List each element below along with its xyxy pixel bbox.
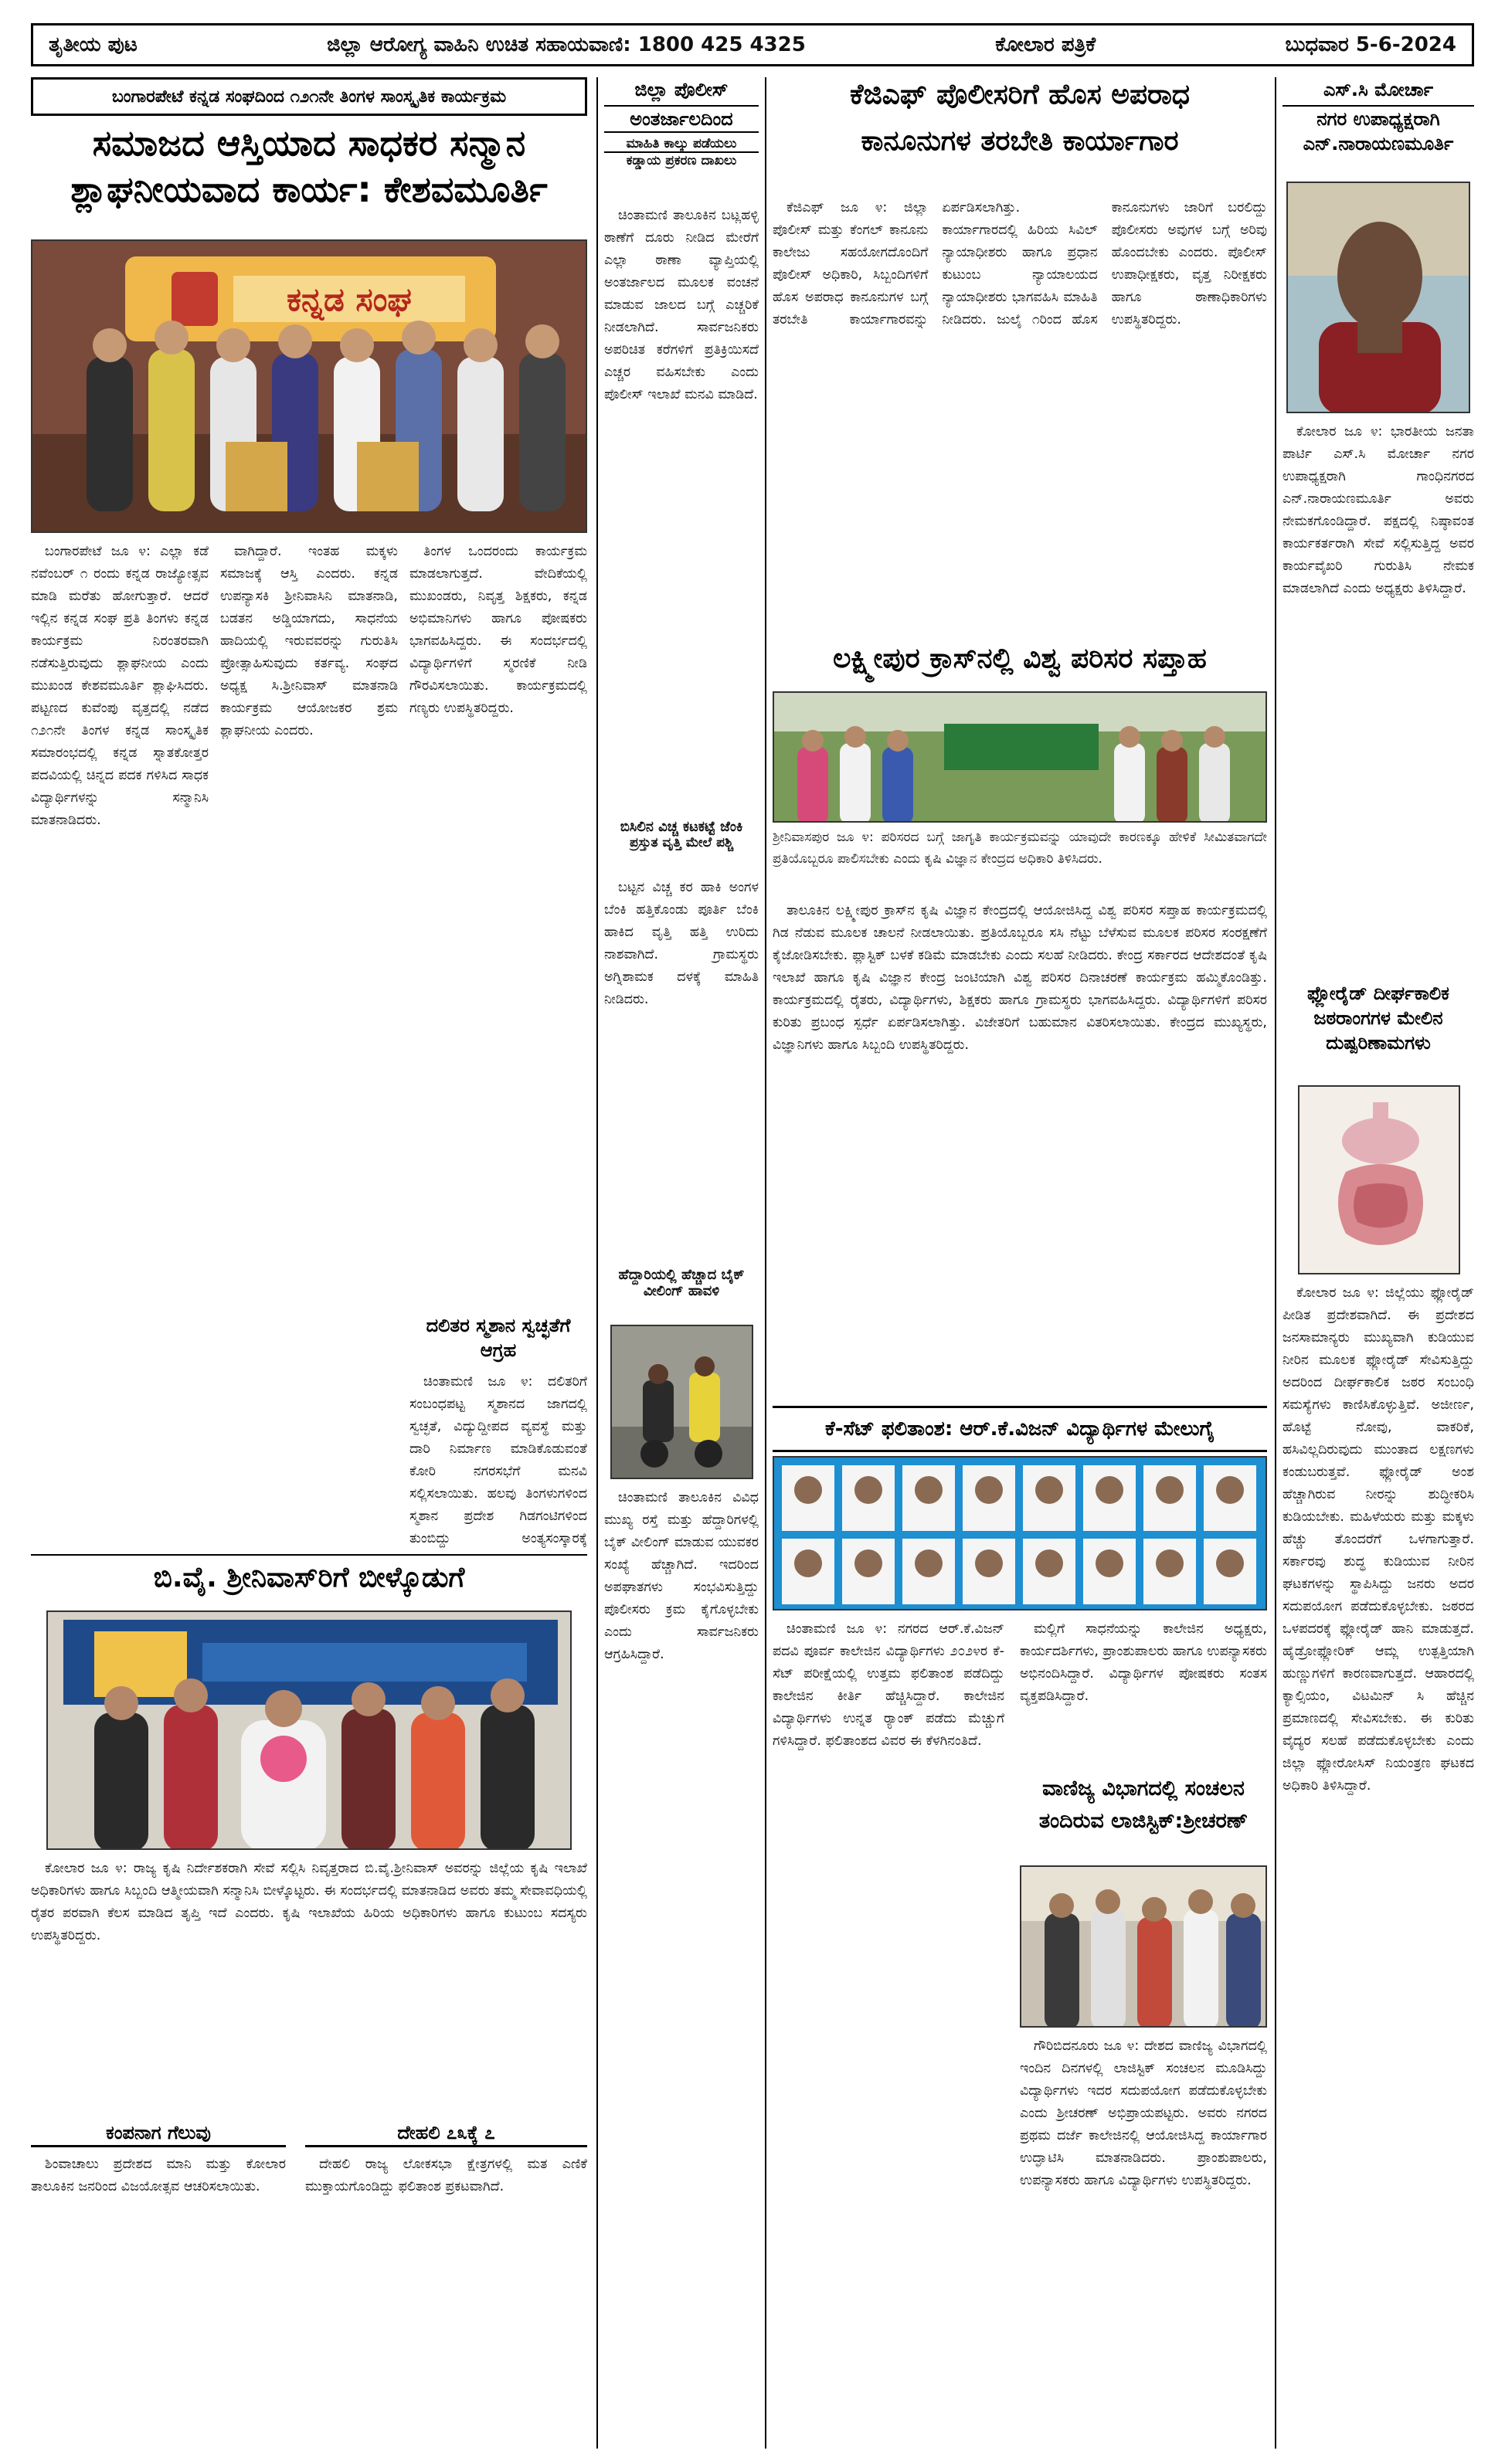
brief2-headline: ದೇಹಲಿ ೭೩ಕ್ಕೆ ೭ bbox=[305, 2120, 587, 2147]
brief3-text: ಬಟ್ಟನ ವಿಚ್ಚ ಕರ ಹಾಕಿ ಅಂಗಳ ಬೆಂಕಿ ಹತ್ತಿಕೊಂಡು ಪೂರ್ತಿ ಬೆಂಕಿ ಹಾಕಿದ ವೃತ್ತಿ ಹತ್ತಿ ಉರಿದು ನಾಶವಾಗಿದೆ. ಗ್ರಾಮಸ್ಥರು ಅಗ್ನಿಶಾಮಕ ದಳಕ್ಕೆ ಮಾಹಿತಿ ನೀಡಿದರು. bbox=[604, 880, 759, 1007]
page-label: ತೃತೀಯ ಪುಟ bbox=[49, 32, 138, 56]
story10-photo-art bbox=[1299, 1087, 1460, 1274]
story1-banner-text: ಕನ್ನಡ ಸಂಘ bbox=[287, 280, 412, 318]
story10-headline-1: ಫ್ಲೋರೈಡ್ ದೀರ್ಘಕಾಲಿಕ bbox=[1307, 983, 1449, 1004]
story2-text: ಕೋಲಾರ ಜೂ ೪: ರಾಜ್ಯ ಕೃಷಿ ನಿರ್ದೇಶಕರಾಗಿ ಸೇವೆ ಸಲ್ಲಿಸಿ ನಿವೃತ್ತರಾದ ಬಿ.ವೈ.ಶ್ರೀನಿವಾಸ್ ಅವರನ್ನು ಜಿಲ್ಲೆಯ ಕೃಷಿ ಇಲಾಖೆ ಅಧಿಕಾರಿಗಳು ಹಾಗೂ ಸಿಬ್ಬಂದಿ ಆತ್ಮೀಯವಾಗಿ ಸನ್ಮಾನಿಸಿ ಬೀಳ್ಕೊಟ್ಟರು. ಈ ಸಂದರ್ಭದಲ್ಲಿ ಮಾತನಾಡಿದ ಅವರು ತಮ್ಮ ಸೇವಾವಧಿಯಲ್ಲಿ ರೈತರ ಪರವಾಗಿ ಕೆಲಸ ಮಾಡಿದ ತೃಪ್ತಿ ಇದೆ ಎಂದರು. ಕೃಷಿ ಇಲಾಖೆಯ ಹಿರಿಯ ಅಧಿಕಾರಿಗಳು ಹಾಗೂ ಕುಟುಂಬ ಸದಸ್ಯರು ಉಪಸ್ಥಿತರಿದ್ದರು. bbox=[31, 1861, 587, 1943]
story7-headline-box bbox=[1020, 1777, 1267, 1862]
brief2 bbox=[305, 2120, 587, 2445]
story10-headline-2: ಜಠರಾಂಗಗಳ ಮೇಲಿನ bbox=[1313, 1007, 1443, 1029]
story5-caption-text: ಶ್ರೀನಿವಾಸಪುರ ಜೂ ೪: ಪರಿಸರದ ಬಗ್ಗೆ ಜಾಗೃತಿ ಕಾರ್ಯಕ್ರಮವನ್ನು ಯಾವುದೇ ಕಾರಣಕ್ಕೂ ಹೇಳಿಕೆ ಸೀಮಿತವಾಗದೇ ಪ್ರತಿಯೊಬ್ಬರೂ ಪಾಲಿಸಬೇಕು ಎಂದು ಕೃಷಿ ವಿಜ್ಞಾನ ಕೇಂದ್ರದ ಅಧಿಕಾರಿ ತಿಳಿಸಿದರು. bbox=[773, 830, 1267, 867]
story8-text: ಚಿಂತಾಮಣಿ ಜೂ ೪: ದಲಿತರಿಗೆ ಸಂಬಂಧಪಟ್ಟ ಸ್ಮಶಾನದ ಜಾಗದಲ್ಲಿ ಸ್ವಚ್ಛತೆ, ವಿದ್ಯುದ್ದೀಪದ ವ್ಯವಸ್ಥೆ ಮತ್ತು ದಾರಿ ನಿರ್ಮಾಣ ಮಾಡಿಕೊಡುವಂತೆ ಕೋರಿ ನಗರಸಭೆಗೆ ಮನವಿ ಸಲ್ಲಿಸಲಾಯಿತು. ಹಲವು ತಿಂಗಳುಗಳಿಂದ ಸ್ಮಶಾನ ಪ್ರದೇಶ ಗಿಡಗಂಟಿಗಳಿಂದ ತುಂಬಿದ್ದು ಅಂತ್ಯಸಂಸ್ಕಾರಕ್ಕೆ bbox=[409, 1374, 587, 1546]
story3-sub3: ಕಡ್ಡಾಯ ಪ್ರಕರಣ ದಾಖಲು bbox=[604, 151, 759, 168]
story1-text-1: ಬಂಗಾರಪೇಟೆ ಜೂ ೪: ಎಲ್ಲಾ ಕಡೆ ನವೆಂಬರ್ ೧ ರಂದು ಕನ್ನಡ ರಾಜ್ಯೋತ್ಸವ ಮಾಡಿ ಮರೆತು ಹೋಗುತ್ತಾರೆ. ಆದರೆ ಇಲ್ಲಿನ ಕನ್ನಡ ಸಂಘ ಪ್ರತಿ ತಿಂಗಳು ಕನ್ನಡ ಕಾರ್ಯಕ್ರಮ ನಿರಂತರವಾಗಿ ನಡೆಸುತ್ತಿರುವುದು ಶ್ಲಾಘನೀಯ ಎಂದು ಮುಖಂಡ ಕೇಶವಮೂರ್ತಿ ಶ್ಲಾಘಿಸಿದರು. ಪಟ್ಟಣದ ಕುವೆಂಪು ವೃತ್ತದಲ್ಲಿ ನಡೆದ ೧೨೧ನೇ ತಿಂಗಳ ಕನ್ನಡ ಸಾಂಸ್ಕೃತಿಕ ಸಮಾರಂಭದಲ್ಲಿ ಕನ್ನಡ ಸ್ನಾತಕೋತ್ತರ ಪದವಿಯಲ್ಲಿ ಚಿನ್ನದ ಪದಕ ಗಳಿಸಿದ ಸಾಧಕ ವಿದ್ಯಾರ್ಥಿಗಳನ್ನು ಸನ್ಮಾನಿಸಿ ಮಾತನಾಡಿದರು. bbox=[31, 544, 209, 828]
story3-text: ಚಿಂತಾಮಣಿ ತಾಲೂಕಿನ ಬಟ್ಲಹಳ್ಳಿ ಠಾಣೆಗೆ ದೂರು ನೀಡಿದ ಮೇರೆಗೆ ಎಲ್ಲಾ ಠಾಣಾ ವ್ಯಾಪ್ತಿಯಲ್ಲಿ ಅಂತರ್ಜಾಲದ ಮೂಲಕ ವಂಚನೆ ಮಾಡುವ ಜಾಲದ ಬಗ್ಗೆ ಎಚ್ಚರಿಕೆ ನೀಡಲಾಗಿದೆ. ಸಾರ್ವಜನಿಕರು ಅಪರಿಚಿತ ಕರೆಗಳಿಗೆ ಪ್ರತಿಕ್ರಿಯಿಸದೆ ಎಚ್ಚರ ವಹಿಸಬೇಕು ಎಂದು ಪೊಲೀಸ್ ಇಲಾಖೆ ಮನವಿ ಮಾಡಿದೆ. bbox=[604, 208, 759, 402]
story8-header bbox=[409, 1313, 587, 1367]
brief4-photo bbox=[610, 1325, 753, 1479]
story2-photo bbox=[46, 1610, 572, 1850]
story9-body bbox=[1282, 421, 1474, 977]
story3-header bbox=[604, 77, 759, 201]
story3-kicker: ಜಿಲ್ಲಾ ಪೊಲೀಸ್ bbox=[634, 79, 729, 100]
story7-headline-1: ವಾಣಿಜ್ಯ ವಿಭಾಗದಲ್ಲಿ ಸಂಚಲನ bbox=[1042, 1777, 1245, 1800]
story9-headline-2: ಎನ್.ನಾರಾಯಣಮೂರ್ತಿ bbox=[1303, 133, 1454, 154]
story6-text-2: ಮಲ್ಲಿಗೆ ಸಾಧನೆಯನ್ನು ಕಾಲೇಜಿನ ಅಧ್ಯಕ್ಷರು, ಕಾರ್ಯದರ್ಶಿಗಳು, ಪ್ರಾಂಶುಪಾಲರು ಹಾಗೂ ಉಪನ್ಯಾಸಕರು ಅಭಿನಂದಿಸಿದ್ದಾರೆ. ವಿದ್ಯಾರ್ಥಿಗಳ ಪೋಷಕರು ಸಂತಸ ವ್ಯಕ್ತಪಡಿಸಿದ್ದಾರೆ. bbox=[1020, 1621, 1267, 1704]
story10-text: ಕೋಲಾರ ಜೂ ೪: ಜಿಲ್ಲೆಯು ಫ್ಲೋರೈಡ್ ಪೀಡಿತ ಪ್ರದೇಶವಾಗಿದೆ. ಈ ಪ್ರದೇಶದ ಜನಸಾಮಾನ್ಯರು ಮುಖ್ಯವಾಗಿ ಕುಡಿಯುವ ನೀರಿನ ಮೂಲಕ ಫ್ಲೋರೈಡ್ ಸೇವಿಸುತ್ತಿದ್ದು ಅದರಿಂದ ದೀರ್ಘಕಾಲಿಕ ಜಠರ ಸಂಬಂಧಿ ಸಮಸ್ಯೆಗಳು ಕಾಣಿಸಿಕೊಳ್ಳುತ್ತಿವೆ. ಅಜೀರ್ಣ, ಹೊಟ್ಟೆ ನೋವು, ವಾಕರಿಕೆ, ಹಸಿವಿಲ್ಲದಿರುವುದು ಮುಂತಾದ ಲಕ್ಷಣಗಳು ಕಂಡುಬರುತ್ತವೆ. ಫ್ಲೋರೈಡ್ ಅಂಶ ಹೆಚ್ಚಾಗಿರುವ ನೀರನ್ನು ಶುದ್ಧೀಕರಿಸಿ ಕುಡಿಯಬೇಕು. ಮಹಿಳೆಯರು ಮತ್ತು ಮಕ್ಕಳು ಹೆಚ್ಚು ತೊಂದರೆಗೆ ಒಳಗಾಗುತ್ತಾರೆ. ಸರ್ಕಾರವು ಶುದ್ಧ ಕುಡಿಯುವ ನೀರಿನ ಘಟಕಗಳನ್ನು ಸ್ಥಾಪಿಸಿದ್ದು ಜನರು ಅದರ ಸದುಪಯೋಗ ಪಡೆದುಕೊಳ್ಳಬೇಕು. ಜಠರದ ಒಳಪದರಕ್ಕೆ ಫ್ಲೋರೈಡ್ ಹಾನಿ ಮಾಡುತ್ತದೆ. ಹೈಡ್ರೋಫ್ಲೋರಿಕ್ ಆಮ್ಲ ಉತ್ಪತ್ತಿಯಾಗಿ ಹುಣ್ಣುಗಳಿಗೆ ಕಾರಣವಾಗುತ್ತದೆ. ಆಹಾರದಲ್ಲಿ ಕ್ಯಾಲ್ಸಿಯಂ, ವಿಟಮಿನ್ ಸಿ ಹೆಚ್ಚಿನ ಪ್ರಮಾಣದಲ್ಲಿ ಸೇವಿಸಬೇಕು. ಈ ಕುರಿತು ವೈದ್ಯರ ಸಲಹೆ ಪಡೆದುಕೊಳ್ಳಬೇಕು ಎಂದು ಜಿಲ್ಲಾ ಫ್ಲೋರೋಸಿಸ್ ನಿಯಂತ್ರಣ ಘಟಕದ ಅಧಿಕಾರಿ ತಿಳಿಸಿದ್ದಾರೆ. bbox=[1282, 1285, 1474, 1794]
story10-headline-3: ದುಷ್ಪರಿಣಾಮಗಳು bbox=[1326, 1032, 1431, 1054]
story8-headline: ದಲಿತರ ಸ್ಮಶಾನ ಸ್ವಚ್ಛತೆಗೆ ಆಗ್ರಹ bbox=[426, 1315, 571, 1361]
story2-headline-box bbox=[31, 1560, 587, 1607]
helpline: ಜಿಲ್ಲಾ ಆರೋಗ್ಯ ವಾಹಿನಿ ಉಚಿತ ಸಹಾಯವಾಣಿ: 1800 425 4325 bbox=[327, 32, 806, 56]
story6-photo-art bbox=[774, 1458, 1267, 1610]
story3-body bbox=[604, 205, 759, 815]
brief4-photo-art bbox=[612, 1326, 753, 1479]
story1-photo bbox=[31, 239, 587, 533]
brief3-sub: ಪ್ರಸ್ತುತ ವೃತ್ತಿ ಮೇಲೆ ಪಶ್ಚಿ bbox=[629, 835, 734, 850]
story10-header bbox=[1282, 981, 1474, 1081]
brief3-headline: ಬಿಸಿಲಿನ ವಿಚ್ಚ ಕಟಕಟ್ಟೆ ಜೆಂಕಿ bbox=[620, 819, 743, 835]
story6-headline-box bbox=[773, 1406, 1267, 1452]
story9-headline-1: ನಗರ ಉಪಾಧ್ಯಕ್ಷರಾಗಿ bbox=[1282, 105, 1474, 131]
story1-headline-box bbox=[31, 120, 587, 236]
story10-photo bbox=[1298, 1085, 1460, 1274]
story5-photo bbox=[773, 691, 1267, 823]
story4-headline-1: ಕೆಜಿಎಫ್ ಪೊಲೀಸರಿಗೆ ಹೊಸ ಅಪರಾಧ bbox=[849, 79, 1191, 110]
story1-kicker-box bbox=[31, 77, 587, 116]
story5-caption bbox=[773, 826, 1267, 896]
story4-body bbox=[773, 197, 1267, 637]
story7-text: ಗೌರಿಬಿದನೂರು ಜೂ ೪: ದೇಶದ ವಾಣಿಜ್ಯ ವಿಭಾಗದಲ್ಲಿ ಇಂದಿನ ದಿನಗಳಲ್ಲಿ ಲಾಜಿಸ್ಟಿಕ್ ಸಂಚಲನ ಮೂಡಿಸಿದ್ದು ವಿದ್ಯಾರ್ಥಿಗಳು ಇದರ ಸದುಪಯೋಗ ಪಡೆದುಕೊಳ್ಳಬೇಕು ಎಂದು ಶ್ರೀಚರಣ್ ಅಭಿಪ್ರಾಯಪಟ್ಟರು. ಅವರು ನಗರದ ಪ್ರಥಮ ದರ್ಜೆ ಕಾಲೇಜಿನಲ್ಲಿ ಆಯೋಜಿಸಿದ್ದ ಕಾರ್ಯಾಗಾರ ಉದ್ಘಾಟಿಸಿ ಮಾತನಾಡಿದರು. ಪ್ರಾಂಶುಪಾಲರು, ಉಪನ್ಯಾಸಕರು ಹಾಗೂ ವಿದ್ಯಾರ್ಥಿಗಳು ಉಪಸ್ಥಿತರಿದ್ದರು. bbox=[1020, 2038, 1267, 2188]
story8-body bbox=[409, 1371, 587, 1549]
brief1-headline: ಕಂಪನಾಗ ಗೆಲುವು bbox=[31, 2120, 286, 2147]
story9-header bbox=[1282, 77, 1474, 178]
paper-name: ಕೋಲಾರ ಪತ್ರಿಕೆ bbox=[995, 32, 1096, 56]
brief3-body bbox=[604, 877, 759, 1263]
story5-headline-box bbox=[773, 641, 1267, 687]
story5-photo-art bbox=[774, 693, 1267, 823]
story4-headline-2: ಕಾನೂನುಗಳ ತರಬೇತಿ ಕಾರ್ಯಾಗಾರ bbox=[861, 125, 1179, 157]
story5-body bbox=[773, 900, 1267, 1402]
story6-text-1: ಚಿಂತಾಮಣಿ ಜೂ ೪: ನಗರದ ಆರ್.ಕೆ.ವಿಜನ್ ಪದವಿ ಪೂರ್ವ ಕಾಲೇಜಿನ ವಿದ್ಯಾರ್ಥಿಗಳು ೨೦೨೪ರ ಕೆ-ಸೆಟ್ ಪರೀಕ್ಷೆಯಲ್ಲಿ ಉತ್ತಮ ಫಲಿತಾಂಶ ಪಡೆದಿದ್ದು ಕಾಲೇಜಿನ ಕೀರ್ತಿ ಹೆಚ್ಚಿಸಿದ್ದಾರೆ. ಕಾಲೇಜಿನ ವಿದ್ಯಾರ್ಥಿಗಳು ಉನ್ನತ ರ್‍ಯಾಂಕ್ ಪಡೆದು ಮೆಚ್ಚುಗೆ ಗಳಿಸಿದ್ದಾರೆ. ಫಲಿತಾಂಶದ ವಿವರ ಈ ಕೆಳಗಿನಂತಿದೆ. bbox=[773, 1621, 1004, 1749]
story2-body bbox=[31, 1858, 587, 2113]
story10-body bbox=[1282, 1282, 1474, 2445]
story1-column-1 bbox=[31, 541, 209, 1545]
story6-headline: ಕೆ-ಸೆಟ್ ಫಲಿತಾಂಶ: ಆರ್.ಕೆ.ವಿಜನ್ ವಿದ್ಯಾರ್ಥಿಗಳ ಮೇಲುಗೈ bbox=[825, 1417, 1215, 1441]
masthead bbox=[31, 23, 1474, 66]
story9-text: ಕೋಲಾರ ಜೂ ೪: ಭಾರತೀಯ ಜನತಾ ಪಾರ್ಟಿ ಎಸ್.ಸಿ ಮೋರ್ಚಾ ನಗರ ಉಪಾಧ್ಯಕ್ಷರಾಗಿ ಗಾಂಧಿನಗರದ ಎನ್.ನಾರಾಯಣಮೂರ್ತಿ ಅವರು ನೇಮಕಗೊಂಡಿದ್ದಾರೆ. ಪಕ್ಷದಲ್ಲಿ ನಿಷ್ಠಾವಂತ ಕಾರ್ಯಕರ್ತರಾಗಿ ಸೇವೆ ಸಲ್ಲಿಸುತ್ತಿದ್ದ ಅವರ ಕಾರ್ಯವೈಖರಿ ಗುರುತಿಸಿ ನೇಮಕ ಮಾಡಲಾಗಿದೆ ಎಂದು ಅಧ್ಯಕ್ಷರು ತಿಳಿಸಿದ್ದಾರೆ. bbox=[1282, 424, 1474, 596]
story6-body-1 bbox=[773, 1618, 1004, 2445]
story2-photo-art bbox=[48, 1612, 572, 1850]
brief4-text: ಚಿಂತಾಮಣಿ ತಾಲೂಕಿನ ವಿವಿಧ ಮುಖ್ಯ ರಸ್ತೆ ಮತ್ತು ಹೆದ್ದಾರಿಗಳಲ್ಲಿ ಬೈಕ್ ವೀಲಿಂಗ್ ಮಾಡುವ ಯುವಕರ ಸಂಖ್ಯೆ ಹೆಚ್ಚಾಗಿದೆ. ಇದರಿಂದ ಅಪಘಾತಗಳು ಸಂಭವಿಸುತ್ತಿದ್ದು ಪೊಲೀಸರು ಕ್ರಮ ಕೈಗೊಳ್ಳಬೇಕು ಎಂದು ಸಾರ್ವಜನಿಕರು ಆಗ್ರಹಿಸಿದ್ದಾರೆ. bbox=[604, 1490, 759, 1662]
story7-photo bbox=[1020, 1865, 1267, 2028]
brief3-header bbox=[604, 819, 759, 873]
brief1 bbox=[31, 2120, 286, 2445]
brief2-body bbox=[305, 2153, 587, 2198]
story5-headline: ಲಕ್ಷ್ಮೀಪುರ ಕ್ರಾಸ್‌ನಲ್ಲಿ ವಿಶ್ವ ಪರಿಸರ ಸಪ್ತಾಹ bbox=[833, 643, 1207, 674]
story3-sub1: ಅಂತರ್ಜಾಲದಿಂದ bbox=[604, 105, 759, 133]
story9-photo-art bbox=[1288, 183, 1470, 413]
story6-body-2 bbox=[1020, 1618, 1267, 1773]
story5-text: ತಾಲೂಕಿನ ಲಕ್ಷ್ಮೀಪುರ ಕ್ರಾಸ್‌ನ ಕೃಷಿ ವಿಜ್ಞಾನ ಕೇಂದ್ರದಲ್ಲಿ ಆಯೋಜಿಸಿದ್ದ ವಿಶ್ವ ಪರಿಸರ ಸಪ್ತಾಹ ಕಾರ್ಯಕ್ರಮದಲ್ಲಿ ಗಿಡ ನೆಡುವ ಮೂಲಕ ಚಾಲನೆ ನೀಡಲಾಯಿತು. ಪ್ರತಿಯೊಬ್ಬರೂ ಸಸಿ ನೆಟ್ಟು ಬೆಳೆಸುವ ಮೂಲಕ ಪರಿಸರ ಸಂರಕ್ಷಣೆಗೆ ಕೈಜೋಡಿಸಬೇಕು. ಪ್ಲಾಸ್ಟಿಕ್ ಬಳಕೆ ಕಡಿಮೆ ಮಾಡಬೇಕು ಎಂದು ಸಲಹೆ ನೀಡಿದರು. ಕೇಂದ್ರ ಸರ್ಕಾರದ ಆದೇಶದಂತೆ ಕೃಷಿ ಇಲಾಖೆ ಹಾಗೂ ಕೃಷಿ ವಿಜ್ಞಾನ ಕೇಂದ್ರ ಜಂಟಿಯಾಗಿ ವಿಶ್ವ ಪರಿಸರ ದಿನಾಚರಣೆ ಕಾರ್ಯಕ್ರಮ ಹಮ್ಮಿಕೊಂಡಿತ್ತು. ಕಾರ್ಯಕ್ರಮದಲ್ಲಿ ರೈತರು, ವಿದ್ಯಾರ್ಥಿಗಳು, ಶಿಕ್ಷಕರು ಹಾಗೂ ಗ್ರಾಮಸ್ಥರು ಭಾಗವಹಿಸಿದ್ದರು. ವಿದ್ಯಾರ್ಥಿಗಳಿಗೆ ಪರಿಸರ ಕುರಿತು ಪ್ರಬಂಧ ಸ್ಪರ್ಧೆ ಏರ್ಪಡಿಸಲಾಗಿತ್ತು. ವಿಜೇತರಿಗೆ ಬಹುಮಾನ ವಿತರಿಸಲಾಯಿತು. ಕೇಂದ್ರದ ಮುಖ್ಯಸ್ಥರು, ವಿಜ್ಞಾನಿಗಳು ಹಾಗೂ ಸಿಬ್ಬಂದಿ ಉಪಸ್ಥಿತರಿದ್ದರು. bbox=[773, 903, 1267, 1053]
brief2-text: ದೇಹಲಿ ರಾಜ್ಯ ಲೋಕಸಭಾ ಕ್ಷೇತ್ರಗಳಲ್ಲಿ ಮತ ಎಣಿಕೆ ಮುಕ್ತಾಯಗೊಂಡಿದ್ದು ಫಲಿತಾಂಶ ಪ್ರಕಟವಾಗಿದೆ. bbox=[305, 2157, 587, 2194]
brief4-header bbox=[604, 1267, 759, 1321]
story1-column-2 bbox=[220, 541, 398, 1545]
story4-headline-box bbox=[773, 77, 1267, 193]
story9-kicker: ಎಸ್.ಸಿ ಮೋರ್ಚಾ bbox=[1323, 79, 1434, 100]
story9-photo bbox=[1286, 182, 1470, 413]
story1-headline-2: ಶ್ಲಾಘನೀಯವಾದ ಕಾರ್ಯ: ಕೇಶವಮೂರ್ತಿ bbox=[70, 168, 548, 210]
story7-headline-2: ತಂದಿರುವ ಲಾಜಿಸ್ಟಿಕ್:ಶ್ರೀಚರಣ್ bbox=[1038, 1809, 1249, 1833]
brief4-body bbox=[604, 1487, 759, 2445]
story7-photo-art bbox=[1021, 1867, 1267, 2028]
story1-text-2: ವಾಗಿದ್ದಾರೆ. ಇಂತಹ ಮಕ್ಕಳು ಸಮಾಜಕ್ಕೆ ಆಸ್ತಿ ಎಂದರು. ಕನ್ನಡ ಉಪನ್ಯಾಸಕಿ ಶ್ರೀನಿವಾಸಿನಿ ಮಾತನಾಡಿ, ಬಡತನ ಅಡ್ಡಿಯಾಗದು, ಸಾಧನೆಯ ಹಾದಿಯಲ್ಲಿ ಇರುವವರನ್ನು ಗುರುತಿಸಿ ಪ್ರೋತ್ಸಾಹಿಸುವುದು ಕರ್ತವ್ಯ. ಸಂಘದ ಅಧ್ಯಕ್ಷ ಸಿ.ಶ್ರೀನಿವಾಸ್ ಮಾತನಾಡಿ ಕಾರ್ಯಕ್ರಮ ಆಯೋಜಕರ ಶ್ರಮ ಶ್ಲಾಘನೀಯ ಎಂದರು. bbox=[220, 544, 398, 738]
story1-kicker: ಬಂಗಾರಪೇಟೆ ಕನ್ನಡ ಸಂಘದಿಂದ ೧೨೧ನೇ ತಿಂಗಳ ಸಾಂಸ್ಕೃತಿಕ ಕಾರ್ಯಕ್ರಮ bbox=[111, 87, 507, 107]
story1-headline-1: ಸಮಾಜದ ಆಸ್ತಿಯಾದ ಸಾಧಕರ ಸನ್ಮಾನ bbox=[92, 122, 526, 164]
story1-text-3: ತಿಂಗಳ ಒಂದರಂದು ಕಾರ್ಯಕ್ರಮ ಮಾಡಲಾಗುತ್ತದೆ. ವೇದಿಕೆಯಲ್ಲಿ ಮುಖಂಡರು, ನಿವೃತ್ತ ಶಿಕ್ಷಕರು, ಕನ್ನಡ ಅಭಿಮಾನಿಗಳು ಹಾಗೂ ಪೋಷಕರು ಭಾಗವಹಿಸಿದ್ದರು. ಈ ಸಂದರ್ಭದಲ್ಲಿ ವಿದ್ಯಾರ್ಥಿಗಳಿಗೆ ಸ್ಮರಣಿಕೆ ನೀಡಿ ಗೌರವಿಸಲಾಯಿತು. ಕಾರ್ಯಕ್ರಮದಲ್ಲಿ ಗಣ್ಯರು ಉಪಸ್ಥಿತರಿದ್ದರು. bbox=[409, 544, 587, 716]
brief4-headline: ಹೆದ್ದಾರಿಯಲ್ಲಿ ಹೆಚ್ಚಾದ ಬೈಕ್ ವೀಲಿಂಗ್ ಹಾವಳಿ bbox=[618, 1267, 745, 1299]
story7-body bbox=[1020, 2035, 1267, 2445]
story6-photo bbox=[773, 1456, 1267, 1610]
story3-sub2: ಮಾಹಿತಿ ಕಾಲ್ಕು ಪಡೆಯಲು bbox=[626, 136, 737, 151]
story2-headline: ಬಿ.ವೈ. ಶ್ರೀನಿವಾಸ್‌ರಿಗೆ ಬೀಳ್ಕೊಡುಗೆ bbox=[153, 1562, 465, 1593]
story4-text: ಕೆಜಿಎಫ್ ಜೂ ೪: ಜಿಲ್ಲಾ ಪೊಲೀಸ್ ಮತ್ತು ಕೆಂಗಲ್ ಕಾನೂನು ಕಾಲೇಜು ಸಹಯೋಗದೊಂದಿಗೆ ಪೊಲೀಸ್ ಅಧಿಕಾರಿ, ಸಿಬ್ಬಂದಿಗಳಿಗೆ ಹೊಸ ಅಪರಾಧ ಕಾನೂನುಗಳ ಬಗ್ಗೆ ತರಬೇತಿ ಕಾರ್ಯಾಗಾರವನ್ನು ಏರ್ಪಡಿಸಲಾಗಿತ್ತು. ಕಾರ್ಯಾಗಾರದಲ್ಲಿ ಹಿರಿಯ ಸಿವಿಲ್ ನ್ಯಾಯಾಧೀಶರು ಹಾಗೂ ಪ್ರಧಾನ ಕುಟುಂಬ ನ್ಯಾಯಾಲಯದ ನ್ಯಾಯಾಧೀಶರು ಭಾಗವಹಿಸಿ ಮಾಹಿತಿ ನೀಡಿದರು. ಜುಲೈ ೧ರಿಂದ ಹೊಸ ಕಾನೂನುಗಳು ಜಾರಿಗೆ ಬರಲಿದ್ದು ಪೊಲೀಸರು ಅವುಗಳ ಬಗ್ಗೆ ಅರಿವು ಹೊಂದಬೇಕು ಎಂದರು. ಪೊಲೀಸ್ ಉಪಾಧೀಕ್ಷಕರು, ವೃತ್ತ ನಿರೀಕ್ಷಕರು ಹಾಗೂ ಠಾಣಾಧಿಕಾರಿಗಳು ಉಪಸ್ಥಿತರಿದ್ದರು. bbox=[773, 200, 1267, 328]
issue-date: ಬುಧವಾರ 5-6-2024 bbox=[1285, 32, 1456, 56]
story1-photo-art bbox=[32, 241, 587, 533]
brief1-text: ಶಿಂವಾಚಾಲು ಪ್ರದೇಶದ ಮಾನಿ ಮತ್ತು ಕೋಲಾರ ತಾಲೂಕಿನ ಜನರಿಂದ ವಿಜಯೋತ್ಸವ ಆಚರಿಸಲಾಯಿತು. bbox=[31, 2157, 286, 2194]
brief1-body bbox=[31, 2153, 286, 2198]
